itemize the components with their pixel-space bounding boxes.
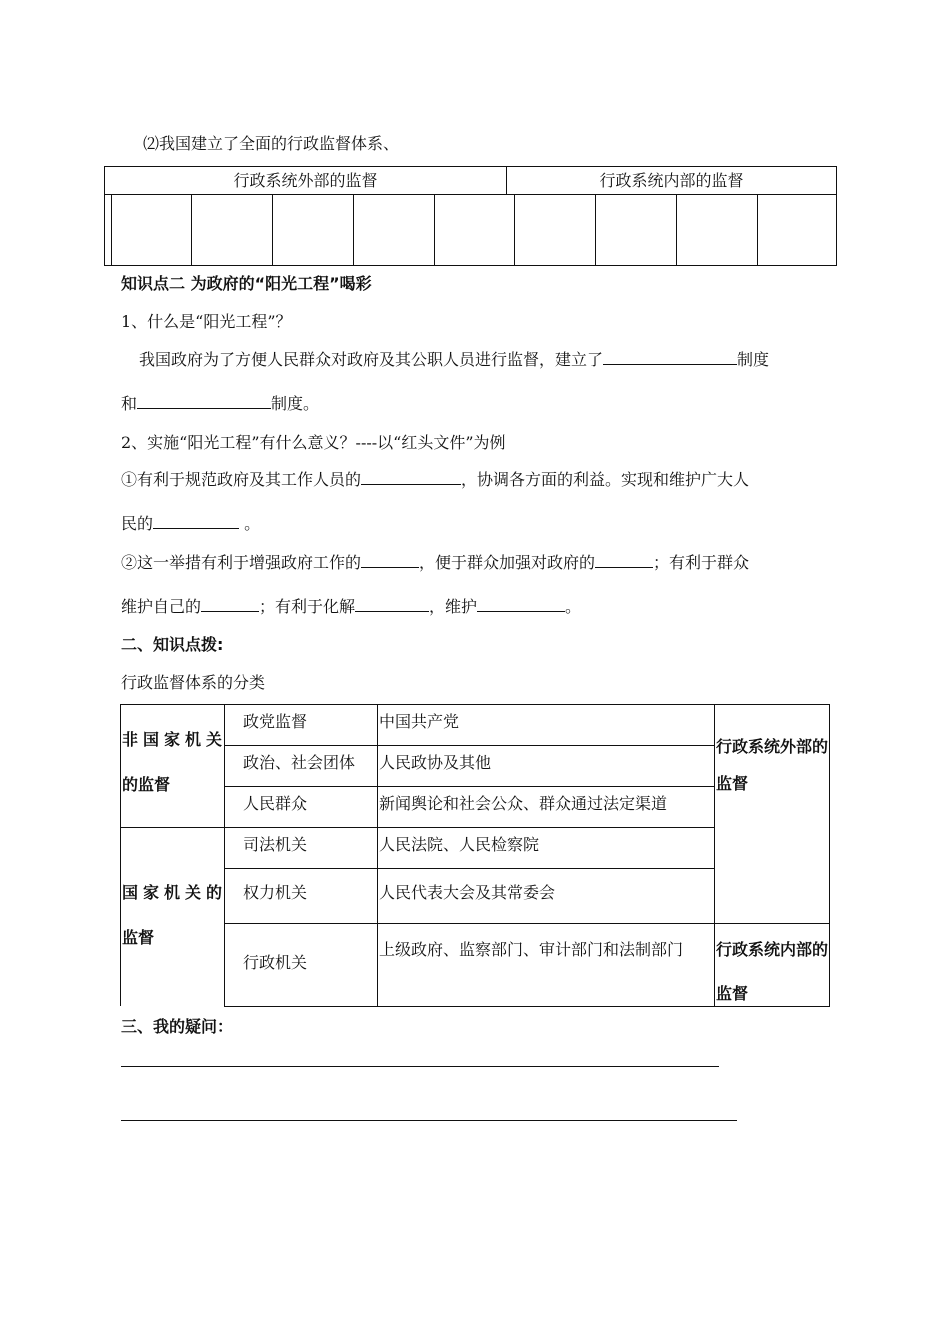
text: ①有利于规范政府及其工作人员的 [121, 470, 362, 489]
answer-2b-line1 [121, 550, 749, 573]
section2-subtitle: 行政监督体系的分类 [121, 673, 266, 692]
row-type: 权力机关 [243, 883, 308, 902]
text: ，便于群众加强对政府的 [419, 553, 596, 572]
blank-cell[interactable] [676, 195, 677, 265]
right-internal: 行政系统内部的监督 [716, 940, 829, 1003]
blank-cell[interactable] [757, 195, 758, 265]
group-state-line2: 监督 [122, 928, 155, 947]
row-subject: 人民法院、人民检察院 [379, 835, 540, 854]
blank-cell[interactable] [191, 195, 192, 265]
question-line[interactable] [121, 1120, 737, 1121]
text: ，协调各方面的利益。实现和维护广大人 [461, 470, 750, 489]
blank-cell[interactable] [434, 195, 435, 265]
answer-1-line1 [139, 347, 769, 370]
row-subject: 人民政协及其他 [379, 753, 492, 772]
group-non-state-line1: 非国家机关 [122, 730, 228, 749]
answer-1-line2 [121, 391, 319, 414]
text: ；有利于化解 [259, 597, 356, 616]
group-non-state-line2: 的监督 [122, 775, 171, 794]
fill-blank[interactable] [153, 512, 239, 529]
row-subject: 人民代表大会及其常委会 [379, 883, 556, 902]
system-intro: ⑵我国建立了全面的行政监督体系、 [143, 134, 400, 153]
text: 。 [239, 514, 261, 533]
header-external: 行政系统外部的监督 [105, 167, 507, 194]
supervision-blank-table [104, 166, 837, 266]
text: 民的 [121, 514, 154, 533]
fill-blank[interactable] [603, 348, 737, 365]
point2-title: 知识点二 为政府的“阳光工程”喝彩 [121, 274, 372, 293]
question-line[interactable] [121, 1066, 719, 1067]
row-type: 人民群众 [243, 794, 308, 813]
right-external: 行政系统外部的监督 [716, 737, 829, 793]
text: ②这一举措有利于增强政府工作的 [121, 553, 362, 572]
text: 我国政府为了方便人民群众对政府及其公职人员进行监督，建立了 [139, 350, 604, 369]
text: 。 [565, 597, 582, 616]
text: 和 [121, 394, 138, 413]
text: 制度。 [271, 394, 320, 413]
row-subject: 中国共产党 [379, 712, 460, 731]
text: 维护自己的 [121, 597, 202, 616]
blank-cell[interactable] [595, 195, 596, 265]
blank-cell[interactable] [272, 195, 273, 265]
answer-2b-line2 [121, 594, 581, 617]
fill-blank[interactable] [361, 551, 419, 568]
section3-title: 三、我的疑问： [121, 1017, 234, 1036]
text: ，维护 [429, 597, 478, 616]
blank-cell[interactable] [514, 195, 515, 265]
row-type: 司法机关 [243, 835, 308, 854]
header-internal: 行政系统内部的监督 [599, 171, 744, 190]
group-state-line1: 国家机关的 [122, 883, 228, 902]
question-2: 2、实施“阳光工程”有什么意义？----以“红头文件”为例 [121, 433, 506, 452]
row-subject: 新闻舆论和社会公众、群众通过法定渠道 [379, 794, 668, 813]
question-1: 1、什么是“阳光工程”？ [121, 312, 292, 331]
fill-blank[interactable] [477, 595, 565, 612]
text: ；有利于群众 [653, 553, 750, 572]
row-type: 政党监督 [243, 712, 308, 731]
section2-title: 二、知识点拨: [121, 635, 224, 654]
fill-blank[interactable] [137, 392, 271, 409]
fill-blank[interactable] [595, 551, 653, 568]
row-type: 政治、社会团体 [243, 753, 356, 772]
answer-2a-line1 [121, 467, 749, 490]
blank-cell[interactable] [111, 195, 112, 265]
fill-blank[interactable] [355, 595, 429, 612]
text: 制度 [737, 350, 770, 369]
fill-blank[interactable] [201, 595, 259, 612]
row-type: 行政机关 [243, 953, 308, 972]
fill-blank[interactable] [361, 468, 461, 485]
answer-2a-line2 [121, 511, 260, 534]
row-subject: 上级政府、监察部门、审计部门和法制部门 [379, 940, 684, 959]
blank-cell[interactable] [353, 195, 354, 265]
